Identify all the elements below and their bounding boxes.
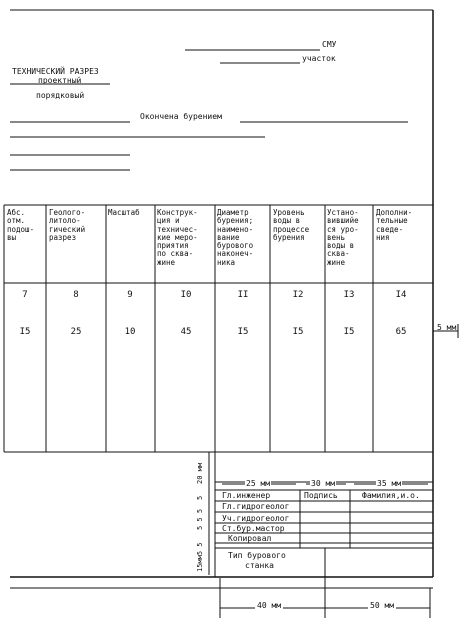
designed-label: проектный bbox=[38, 76, 82, 85]
col-width-8: 65 bbox=[395, 327, 407, 337]
col-number-7: I3 bbox=[343, 290, 355, 300]
col-number-2: 8 bbox=[73, 290, 79, 300]
stamp-vdim-555: 5 5 5 bbox=[196, 508, 204, 530]
dim-40: 40 мм bbox=[257, 601, 282, 610]
section-title: ТЕХНИЧЕСКИЙ РАЗРЕЗ bbox=[12, 67, 99, 76]
col-number-4: I0 bbox=[180, 290, 192, 300]
col-header-5: Диаметр бурения; наимено- вание бурового наконеч- ника bbox=[217, 208, 254, 267]
col-header-8: Дополни- тельные сведе- ния bbox=[376, 208, 413, 242]
col-header-1: Абс. отм. подош- вы bbox=[7, 208, 35, 242]
col-width-2: 25 bbox=[70, 327, 82, 337]
col-width-4: 45 bbox=[180, 327, 192, 337]
stamp-dim-35: 35 мм bbox=[377, 479, 402, 488]
stamp-row-4: Копировал bbox=[228, 534, 272, 543]
stamp-row-3: Ст.бур.мастор bbox=[222, 524, 285, 533]
drill-type-line-1: Тип бурового bbox=[228, 551, 286, 560]
dim-50: 50 мм bbox=[370, 601, 395, 610]
stamp-dim-30: 30 мм bbox=[311, 479, 336, 488]
ordinal-label: порядковый bbox=[36, 91, 85, 100]
col-number-3: 9 bbox=[127, 290, 133, 300]
stamp-row-1: Гл.гидрогеолог bbox=[222, 502, 290, 511]
col-width-1: I5 bbox=[19, 327, 31, 337]
margin-dimension: 5 мм bbox=[437, 323, 457, 332]
col-number-1: 7 bbox=[22, 290, 28, 300]
col-header-3: Масштаб bbox=[108, 208, 140, 217]
drill-type-line-2: станка bbox=[245, 561, 274, 570]
col-width-3: 10 bbox=[124, 327, 136, 337]
col-width-7: I5 bbox=[343, 327, 355, 337]
col-number-5: II bbox=[237, 290, 249, 300]
stamp-row-2: Уч.гидрогеолог bbox=[222, 514, 290, 523]
col-header-4: Конструк- ция и техничес- кие меро- приятия по сква- жине bbox=[157, 208, 198, 267]
stamp-vdim-15: 15мм5 5 bbox=[196, 542, 204, 572]
col-header-2: Геолого- литоло- гический разрез bbox=[49, 208, 86, 242]
col-header-7: Устано- вившийе ся уро- вень воды в сква- жине bbox=[327, 208, 359, 267]
stamp-head-name: Фамилия,и.о. bbox=[362, 491, 420, 500]
stamp-head-role: Гл.инженер bbox=[222, 491, 271, 500]
col-width-5: I5 bbox=[237, 327, 249, 337]
col-width-6: I5 bbox=[292, 327, 304, 337]
drilling-finished-label: Окончена бурением bbox=[140, 112, 222, 121]
stamp-head-sign: Подпись bbox=[304, 491, 338, 500]
col-header-6: Уровень воды в процессе бурения bbox=[273, 208, 310, 242]
site-label: участок bbox=[302, 54, 336, 63]
stamp-vdim-20: 20 мм bbox=[196, 462, 204, 484]
smu-label: СМУ bbox=[322, 40, 337, 49]
col-number-6: I2 bbox=[292, 290, 304, 300]
stamp-dim-25: 25 мм bbox=[246, 479, 271, 488]
col-number-8: I4 bbox=[395, 290, 407, 300]
stamp-vdim-5: 5 bbox=[196, 495, 204, 500]
